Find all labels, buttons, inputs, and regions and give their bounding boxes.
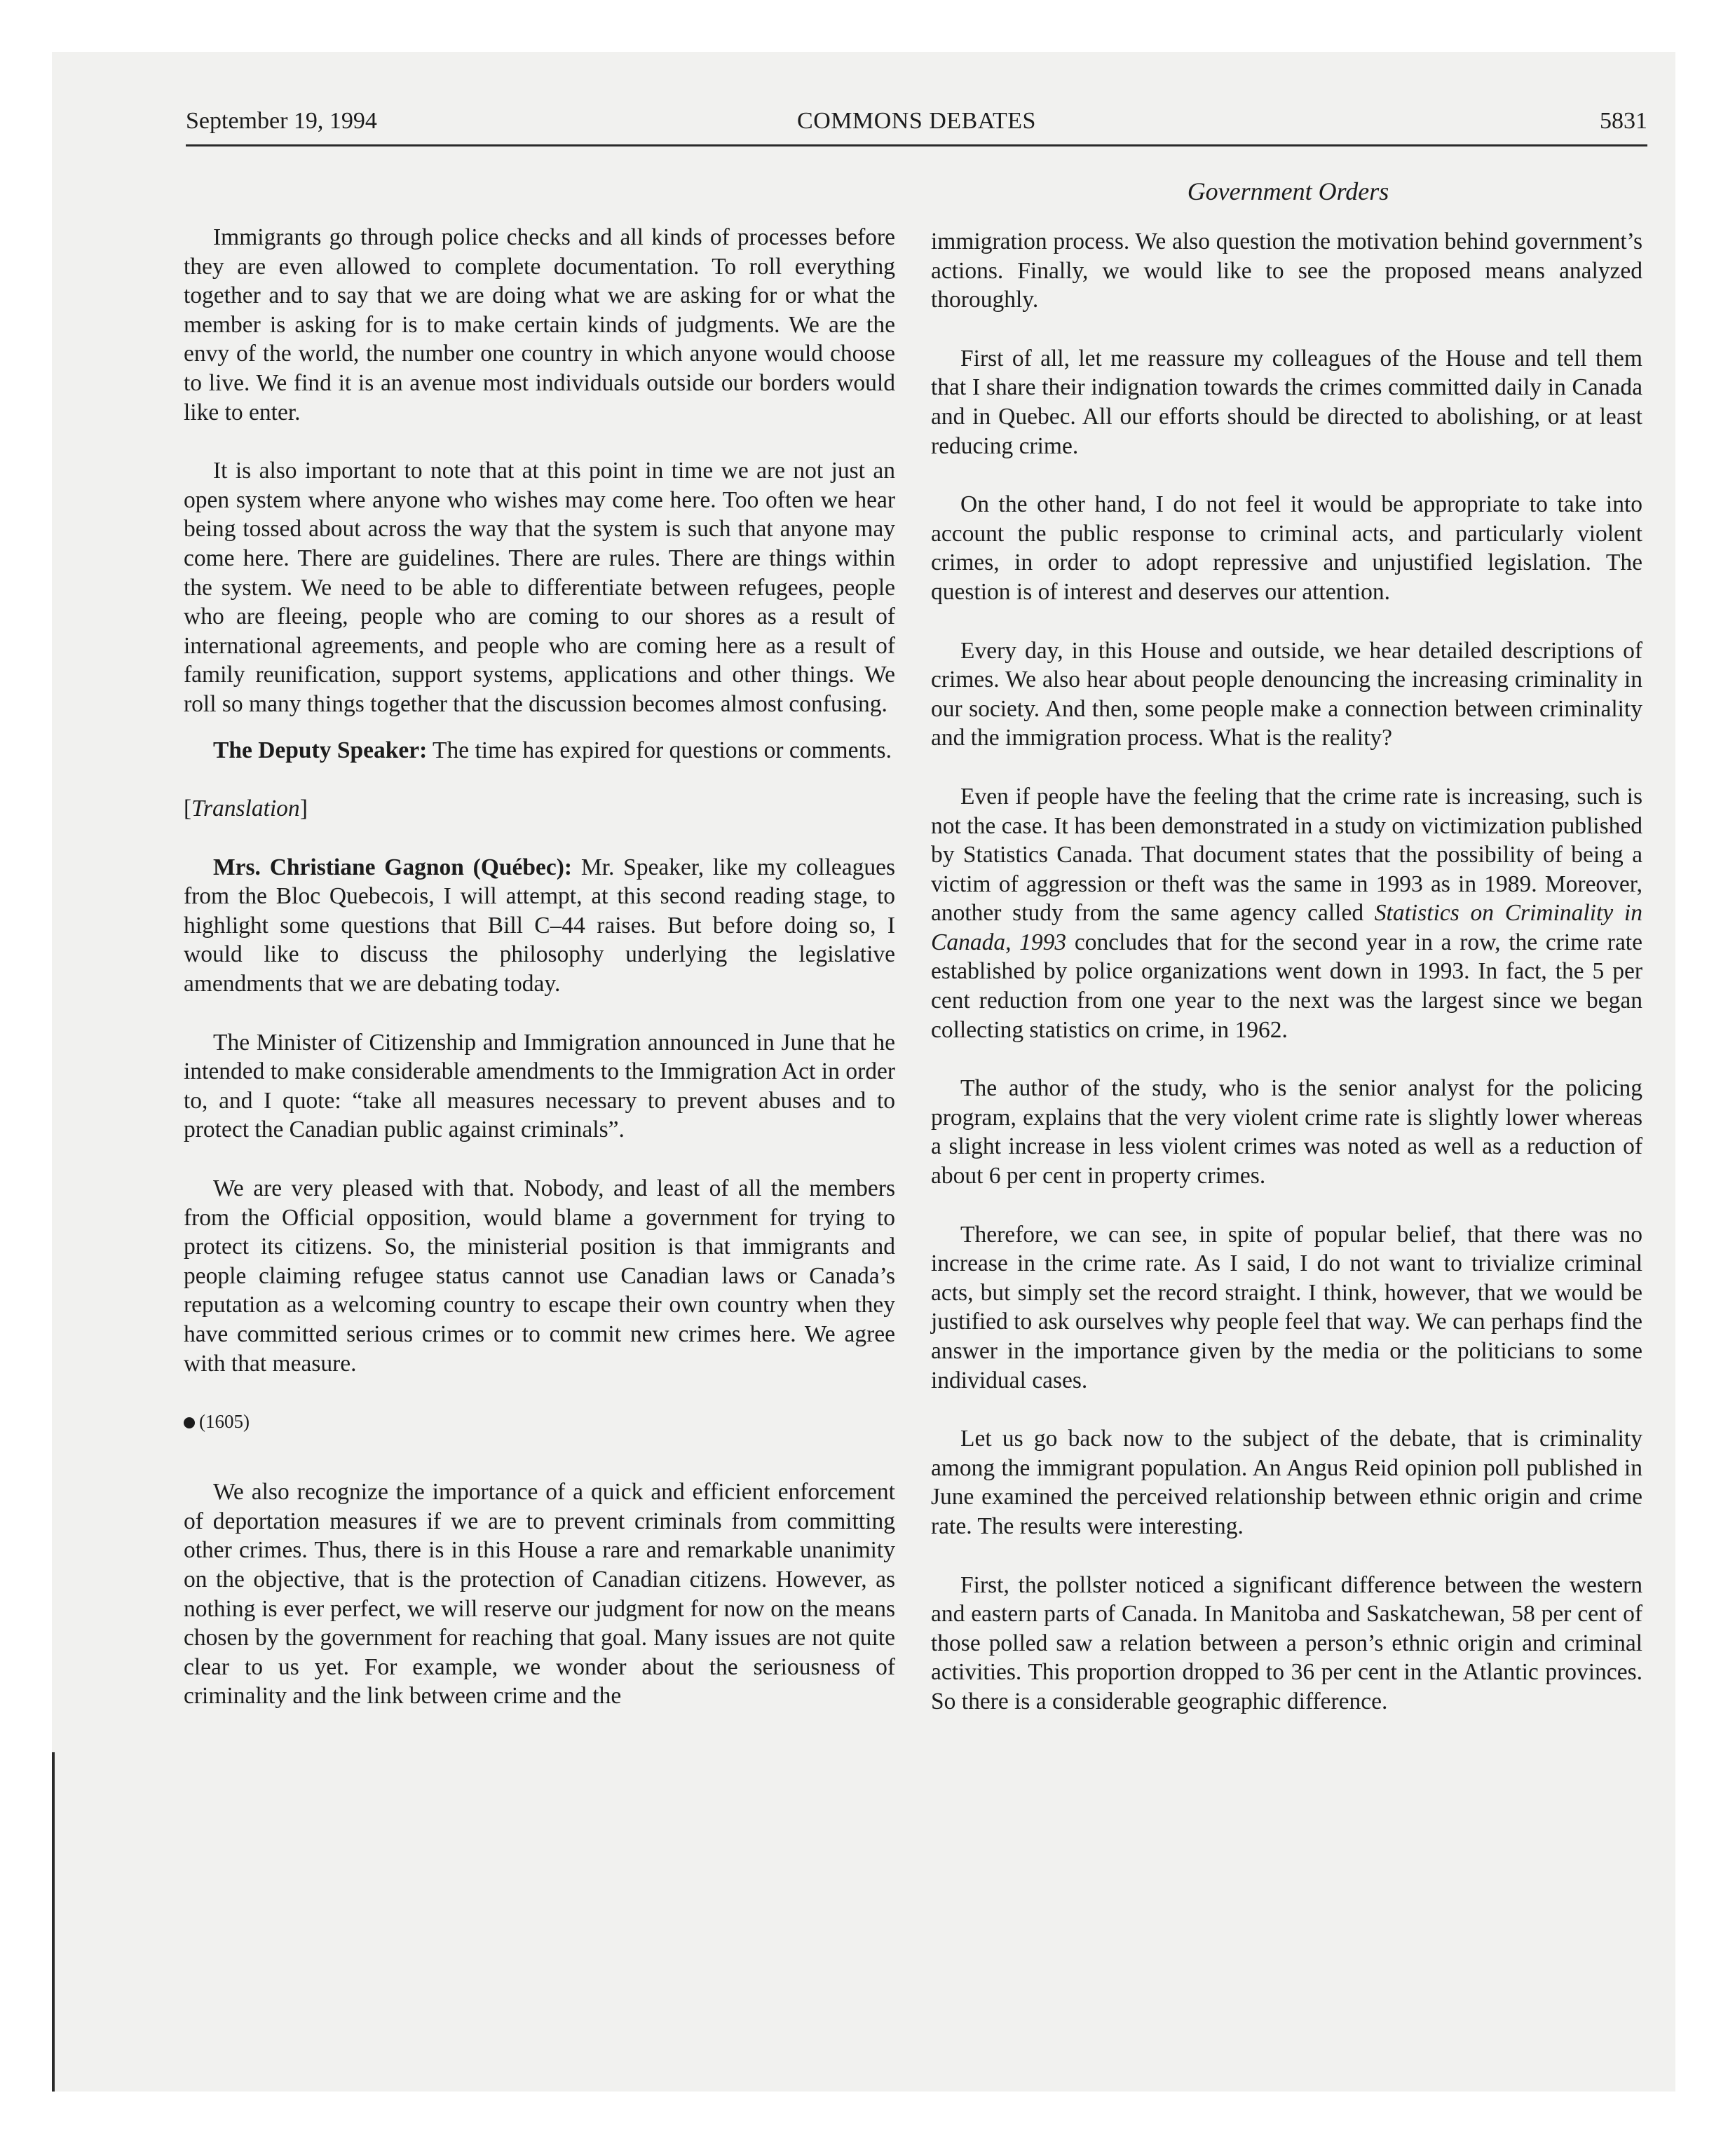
paragraph: The author of the study, who is the senior analyst for the policing program, explains that the very violent crime rate is slightly lower whereas a slight increase in less violent crimes was noted as well as a reduction of about 6 per cent in property crimes. (931, 1075, 1642, 1189)
speech-text: Mr. Speaker, like my colleagues from the Bloc Quebecois, I will attempt, at this second reading stage, to highlight some questions that Bill C–44 raises. But before doing so, I would like to discuss the philosophy underlying the legislative amendments that we are debating today. (184, 854, 895, 997)
running-head (186, 105, 1647, 137)
speaker-paragraph (184, 853, 895, 999)
paragraph: First, the pollster noticed a significant difference between the western and eastern parts of Canada. In Manitoba and Saskatchewan, 58 per cent of those polled saw a relation between a person’s ethnic origin and criminal activities. This proportion dropped to 36 per cent in the Atlantic provinces. So there is a considerable geographic difference. (931, 1571, 1642, 1714)
paragraph: Therefore, we can see, in spite of popular belief, that there was no increase in the crime rate. As I said, I do not want to trivialize criminal acts, but simply set the record straight. I think, however, that we would be justified to ask ourselves why people feel that way. We can perhaps find the answer in the importance given by the media or the politicians to some individual cases. (931, 1221, 1642, 1393)
translation-note (184, 794, 895, 824)
paragraph: First of all, let me reassure my colleagues of the House and tell them that I share their indignation towards the crimes committed daily in Canada and in Quebec. All our efforts should be directed to abolishing, or at least reducing crime. (931, 345, 1642, 459)
header-rule (186, 144, 1647, 146)
paragraph: Let us go back now to the subject of the debate, that is criminality among the immigrant population. An Angus Reid opinion poll published in June examined the perceived relationship between ethnic origin and crime rate. The results were interesting. (931, 1426, 1642, 1539)
bracket-open: [ (184, 796, 192, 822)
right-column (931, 227, 1642, 1746)
translation-label: Translation (191, 796, 300, 822)
bullet-icon (184, 1417, 195, 1428)
left-column (184, 223, 895, 1740)
time-marker (184, 1407, 895, 1435)
publication-title: Statistics on Criminality in Canada, 1993 (931, 900, 1642, 955)
paragraph: On the other hand, I do not feel it would be appropriate to take into account the public response to criminal acts, and particularly violent crimes, in order to adopt repressive and unjustified legislation. The question is of interest and deserves our attention. (931, 491, 1642, 605)
scan-edge-shadow (52, 1752, 55, 2092)
paragraph: immigration process. We also question the motivation behind government’s actions. Finally, we would like to see the proposed means analyzed thoroughly. (931, 228, 1642, 313)
section-title: Government Orders (1187, 177, 1389, 205)
text-run: Even if people have the feeling that the crime rate is increasing, such is not the case. It has been demonstrated in a study on victimization published by Statistics Canada. That document states that the possibility of being a victim of aggression or theft was the same in 1993 as in 1989. Moreover, another study from the same agency called (931, 783, 1642, 927)
speaker-name: Mrs. Christiane Gagnon (Québec): (213, 854, 573, 880)
text-run: concludes that for the second year in a row, the crime rate established by police organizations went down in 1993. In fact, the 5 per cent reduction from one year to the next was the largest since we began collecting statistics on crime, in 1962. (931, 929, 1642, 1043)
paragraph: Every day, in this House and outside, we hear detailed descriptions of crimes. We also hear about people denouncing the increasing criminality in our society. And then, some people make a connection between criminality and the immigration process. What is the reality? (931, 637, 1642, 751)
paragraph: We are very pleased with that. Nobody, and least of all the members from the Official opposition, would blame a government for trying to protect its citizens. So, the ministerial position is that immigrants and people claiming refugee status cannot use Canadian laws or Canada’s reputation as a welcoming country to escape their own country when they have committed serious crimes or to commit new crimes here. We agree with that measure. (184, 1175, 895, 1377)
bracket-close: ] (299, 796, 308, 822)
time-marker-text: (1605) (199, 1411, 250, 1433)
header-date: September 19, 1994 (186, 108, 377, 134)
paragraph: It is also important to note that at this point in time we are not just an open system where anyone who wishes may come here. Too often we hear being tossed about across the way that the system is such that anyone may come here. There are guidelines. There are rules. There are things within the system. We need to be able to differentiate between refugees, people who are fleeing, people who are coming to our shores as a result of international agreements, and people who are coming here as a result of family reunification, support systems, applications and other things. We roll so many things together that the discussion becomes almost confusing. (184, 458, 895, 717)
paragraph: We also recognize the importance of a quick and efficient enforcement of deportation measures if we are to prevent criminals from committing other crimes. Thus, there is in this House a rare and remarkable unanimity on the objective, that is the protection of Canadian citizens. However, as nothing is ever perfect, we will reserve our judgment for now on the means chosen by the government for reaching that goal. Many issues are not quite clear to us yet. For example, we wonder about the seriousness of criminality and the link between crime and the (184, 1479, 895, 1710)
speaker-paragraph (184, 736, 895, 765)
header-publication: COMMONS DEBATES (797, 108, 1036, 134)
header-page-number: 5831 (1600, 108, 1647, 134)
speech-text: The time has expired for questions or comments. (427, 737, 892, 763)
paragraph (931, 782, 1642, 1044)
speaker-name: The Deputy Speaker: (213, 737, 428, 763)
paragraph: Immigrants go through police checks and all kinds of processes before they are even allowed to complete documentation. To roll everything together and to say that we are doing what we are asking for or what the member is asking for is to make certain kinds of judgments. We are the envy of the world, the number one country in which anyone would choose to live. We find it is an avenue most individuals outside our borders would like to enter. (184, 224, 895, 425)
paragraph: The Minister of Citizenship and Immigration announced in June that he intended to make considerable amendments to the Immigration Act in order to, and I quote: “take all measures necessary to prevent abuses and to protect the Canadian public against criminals”. (184, 1029, 895, 1143)
